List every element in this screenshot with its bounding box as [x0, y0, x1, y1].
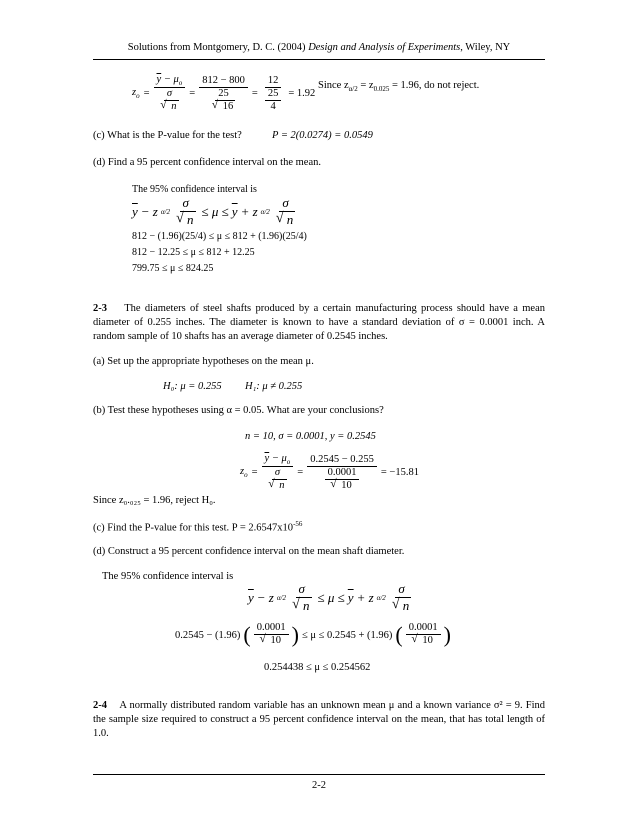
part-c-2-3: (c) Find the P-value for this test. $P = 2.6547x10^{-56}$ — [93, 520, 303, 534]
running-header: Solutions from Montgomery, D. C. (2004) Design and Analysis of Experiments, Wiley, NY — [127, 42, 511, 53]
part-d-question: (d) Find a 95 percent confidence interval on the mean. — [93, 157, 321, 168]
problem-2-4-text: 2-4 A normally distributed random variable has an unknown mean μ and a known variance σ² = 9. Find the sample size required to construct a 95 percent confidence interval on the mean, that has total length of 1.0. — [93, 700, 546, 739]
ci-formula: $\overline{y}$ − z α/2 σ √ n ≤ μ ≤ $\overline{y}$ + z α/2 σ √ n — [132, 196, 298, 228]
footer-rule — [93, 774, 545, 775]
page-number: 2-2 — [312, 780, 326, 791]
header-rule — [93, 59, 545, 60]
ci-intro-2-3: The 95% confidence interval is — [102, 571, 234, 582]
z-statistic-2-3: $z_o$ = $\overline{y} - \mu_o$ σ √ n = 0.2545 − 0.255 0.0001 √ 10 = −15.81 — [240, 453, 419, 493]
alt-hypothesis: H₁: μ ≠ 0.255 — [245, 381, 303, 392]
do-not-reject-note: Since $z_{\alpha/2} = z_{0.025} = 1.96$, do not reject. — [318, 80, 480, 94]
ci-numeric-2-3: 0.2545 − (1.96) ( 0.0001 √ 10 ) ≤ μ ≤ 0.2545 + (1.96) ( 0.0001 √ 10 ) — [175, 622, 451, 648]
part-a-question: (a) Set up the appropriate hypotheses on the mean μ. — [93, 356, 314, 367]
ci-line-2: 812 − (1.96)(25/4) ≤ μ ≤ 812 + (1.96)(25/4) — [132, 231, 307, 242]
part-b-question: (b) Test these hypotheses using α = 0.05. What are your conclusions? — [93, 405, 384, 416]
z-statistic-equation: $z_o$ = $\overline{y} - \mu_o$ σ √ n = 812 − 800 25 √ 16 = $\frac{12}{\frac{25}{4}}$ = 1.92 — [132, 74, 315, 114]
ci-line-3: 812 − 12.25 ≤ μ ≤ 812 + 12.25 — [132, 247, 255, 258]
part-d-2-3: (d) Construct a 95 percent confidence interval on the mean shaft diameter. — [93, 546, 405, 557]
reject-conclusion: Since z₀.₀₂₅ = 1.96, reject H₀. — [93, 495, 216, 506]
given-values: n = 10, σ = 0.0001, y = 0.2545 — [245, 431, 376, 442]
null-hypothesis: H₀: μ = 0.255 — [163, 381, 222, 392]
ci-final-2-3: 0.254438 ≤ μ ≤ 0.254562 — [264, 662, 371, 673]
ci-intro: The 95% confidence interval is — [132, 184, 257, 195]
part-c-question: (c) What is the P-value for the test? — [93, 130, 242, 141]
problem-2-3-text: 2-3 The diameters of steel shafts produced by a certain manufacturing process should have a mean diameter of 0.255 inches. The diameter is known to have a standard deviation of σ = 0.0001 inch. A random sample of 10 shafts has an average diameter of 0.2545 inches. — [93, 303, 546, 342]
ci-line-4: 799.75 ≤ μ ≤ 824.25 — [132, 263, 214, 274]
part-c-answer: P = 2(0.0274) = 0.0549 — [272, 130, 373, 141]
ci-formula-2-3: $\overline{y}$ − z α/2 σ √ n ≤ μ ≤ $\overline{y}$ + z α/2 σ √ n — [248, 582, 414, 614]
